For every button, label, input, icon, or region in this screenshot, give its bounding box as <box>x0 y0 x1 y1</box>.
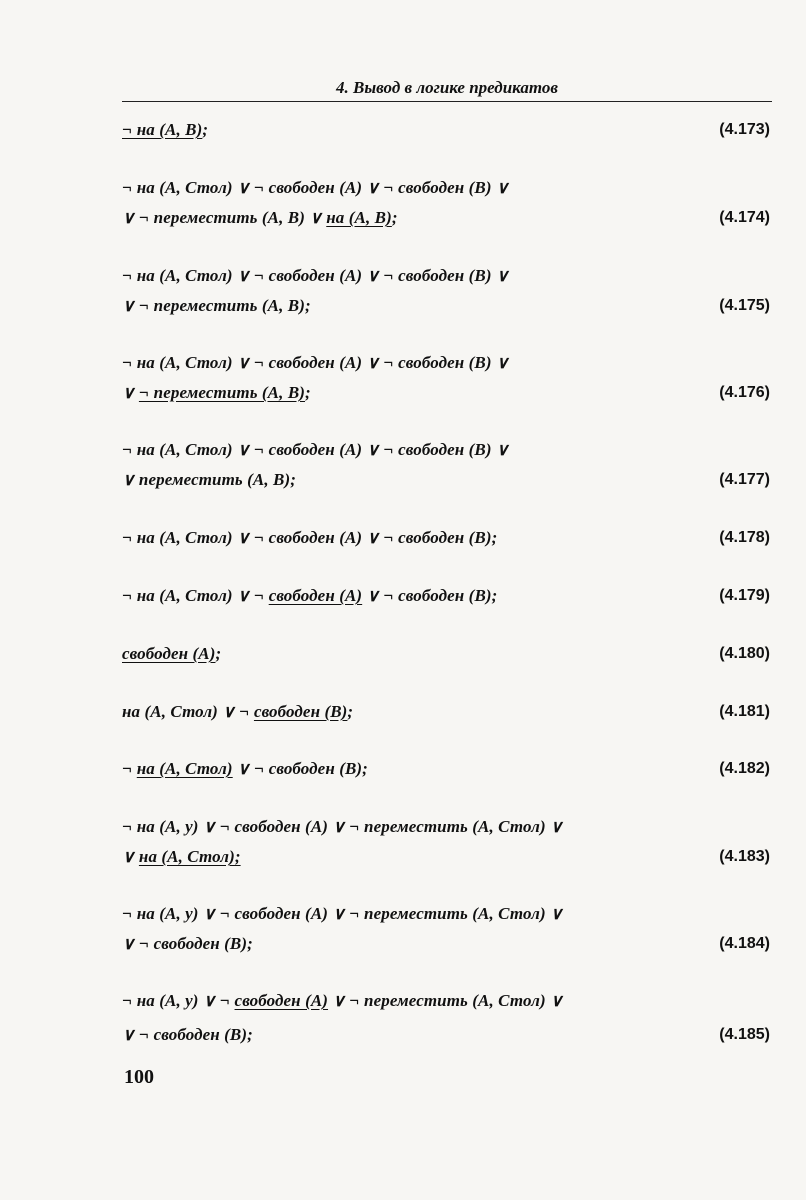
formula-text: на (A, Стол) ∨ ¬ <box>122 702 254 721</box>
formula-line <box>122 266 509 286</box>
underlined-term: на (A, Стол) <box>136 759 233 778</box>
formula-text: ; <box>305 383 311 402</box>
formula-line <box>122 353 509 373</box>
formula-line <box>122 440 509 460</box>
formula-line <box>122 759 368 779</box>
formula-text: ¬ на (A, Стол) ∨ ¬ <box>122 586 269 605</box>
header-rule <box>122 101 772 102</box>
formula-text: ∨ ¬ свободен (B); <box>122 1025 253 1044</box>
formula-text: ¬ на (A, Стол) ∨ ¬ свободен (A) ∨ ¬ свободен (B) ∨ <box>122 266 509 285</box>
equation-number: (4.185) <box>719 1026 770 1043</box>
formula-text: ∨ <box>122 383 139 402</box>
equation-number: (4.176) <box>719 384 770 401</box>
page-number: 100 <box>124 1066 154 1088</box>
formula-text: ¬ на (A, Стол) ∨ ¬ свободен (A) ∨ ¬ свободен (B); <box>122 528 498 547</box>
formula-text: ; <box>347 702 354 721</box>
equation-number: (4.174) <box>719 209 770 226</box>
formula-line <box>122 120 208 140</box>
formula-line <box>122 934 253 954</box>
formula-text: ; <box>391 208 398 227</box>
underlined-term: свободен (A) <box>268 586 363 605</box>
equation-number: (4.183) <box>719 848 770 865</box>
formula-line <box>122 528 497 548</box>
running-header: 4. Вывод в логике предикатов <box>336 78 558 97</box>
underlined-term: ¬ переместить (A, B) <box>138 383 306 402</box>
formula-text: ∨ ¬ переместить (A, Стол) ∨ <box>328 991 563 1010</box>
underlined-term: на (A, B) <box>326 208 392 227</box>
formula-text: ¬ на (A, Стол) ∨ ¬ свободен (A) ∨ ¬ свободен (B) ∨ <box>122 178 509 197</box>
formula-text: ∨ ¬ свободен (B); <box>362 586 498 605</box>
formula-line <box>122 904 563 924</box>
equation-number: (4.178) <box>719 529 770 546</box>
formula-text: ∨ ¬ переместить (A, B) ∨ <box>122 208 327 227</box>
underlined-term: на (A, Стол); <box>138 847 241 866</box>
formula-line <box>122 817 563 837</box>
formula-line <box>122 702 353 722</box>
formula-line <box>122 383 311 403</box>
formula-text: ∨ ¬ свободен (B); <box>122 934 253 953</box>
equation-number: (4.179) <box>719 587 770 604</box>
formula-text: ∨ <box>122 847 139 866</box>
formula-text: ∨ ¬ переместить (A, B); <box>122 296 311 315</box>
formula-text: ¬ на (A, y) ∨ ¬ <box>122 991 235 1010</box>
formula-line <box>122 296 311 316</box>
underlined-term: свободен (B) <box>253 702 348 721</box>
equation-number: (4.173) <box>719 121 770 138</box>
formula-text: ¬ на (A, y) ∨ ¬ свободен (A) ∨ ¬ переместить (A, Стол) ∨ <box>122 904 563 923</box>
formula-text: ; <box>215 644 222 663</box>
equation-number: (4.182) <box>719 760 770 777</box>
formula-line <box>122 847 241 867</box>
formula-text: ¬ на (A, y) ∨ ¬ свободен (A) ∨ ¬ переместить (A, Стол) ∨ <box>122 817 563 836</box>
formula-text: ∨ ¬ свободен (B); <box>232 759 368 778</box>
equation-number: (4.180) <box>719 645 770 662</box>
formula-line <box>122 644 221 664</box>
formula-line <box>122 208 398 228</box>
underlined-term: свободен (A) <box>122 644 216 663</box>
formula-text: ¬ на (A, Стол) ∨ ¬ свободен (A) ∨ ¬ свободен (B) ∨ <box>122 440 509 459</box>
underlined-term: ¬ на (A, B) <box>122 120 203 139</box>
equation-number: (4.181) <box>719 703 770 720</box>
equation-number: (4.184) <box>719 935 770 952</box>
formula-line <box>122 178 509 198</box>
formula-line <box>122 586 497 606</box>
equation-number: (4.175) <box>719 297 770 314</box>
underlined-term: свободен (A) <box>234 991 329 1010</box>
formula-line <box>122 1025 253 1045</box>
formula-text: ¬ <box>122 759 137 778</box>
formula-text: ; <box>202 120 209 139</box>
formula-line <box>122 991 563 1011</box>
equation-number: (4.177) <box>719 471 770 488</box>
formula-line <box>122 470 296 490</box>
formula-text: ∨ переместить (A, B); <box>122 470 297 489</box>
formula-text: ¬ на (A, Стол) ∨ ¬ свободен (A) ∨ ¬ свободен (B) ∨ <box>122 353 509 372</box>
